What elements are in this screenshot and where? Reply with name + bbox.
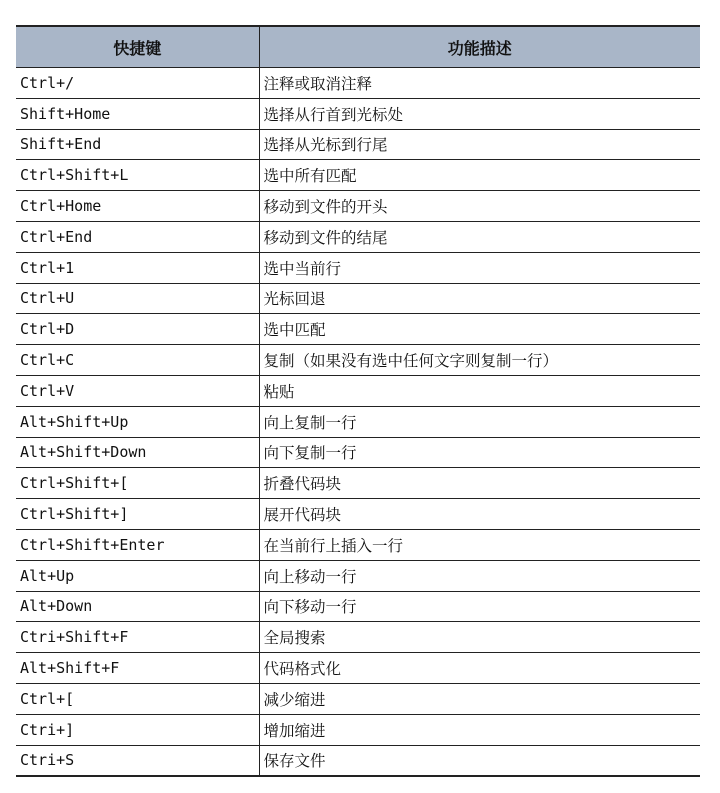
shortcut-key-cell: Shift+Home xyxy=(16,98,259,129)
shortcut-key-cell: Ctrl+1 xyxy=(16,252,259,283)
table-row xyxy=(16,68,700,99)
description-cell: 移动到文件的开头 xyxy=(259,191,700,222)
table-row xyxy=(16,129,700,160)
shortcut-key-cell: Shift+End xyxy=(16,129,259,160)
description-cell: 向下移动一行 xyxy=(259,591,700,622)
shortcut-key-cell: Ctri+Shift+F xyxy=(16,622,259,653)
description-cell: 在当前行上插入一行 xyxy=(259,529,700,560)
description-cell: 移动到文件的结尾 xyxy=(259,221,700,252)
table-row xyxy=(16,714,700,745)
table-row xyxy=(16,283,700,314)
shortcut-key-cell: Ctrl+C xyxy=(16,345,259,376)
description-cell: 粘贴 xyxy=(259,375,700,406)
table-row xyxy=(16,98,700,129)
header-row xyxy=(16,26,700,68)
shortcut-key-cell: Ctri+S xyxy=(16,745,259,776)
header-shortcut: 快捷键 xyxy=(16,26,259,68)
table-row xyxy=(16,345,700,376)
description-cell: 选中当前行 xyxy=(259,252,700,283)
shortcut-key-cell: Ctri+] xyxy=(16,714,259,745)
table-row xyxy=(16,375,700,406)
shortcut-key-cell: Ctrl+[ xyxy=(16,683,259,714)
table-row xyxy=(16,221,700,252)
description-cell: 全局搜索 xyxy=(259,622,700,653)
table-body xyxy=(16,68,700,777)
description-cell: 选中所有匹配 xyxy=(259,160,700,191)
description-cell: 向上复制一行 xyxy=(259,406,700,437)
description-cell: 选择从行首到光标处 xyxy=(259,98,700,129)
description-cell: 向上移动一行 xyxy=(259,560,700,591)
header-description: 功能描述 xyxy=(259,26,700,68)
table-row xyxy=(16,591,700,622)
shortcut-key-cell: Alt+Shift+F xyxy=(16,653,259,684)
description-cell: 注释或取消注释 xyxy=(259,68,700,99)
shortcut-key-cell: Ctrl+Shift+Enter xyxy=(16,529,259,560)
shortcut-table-container xyxy=(16,25,700,777)
table-row xyxy=(16,745,700,776)
table-row xyxy=(16,437,700,468)
description-cell: 复制（如果没有选中任何文字则复制一行） xyxy=(259,345,700,376)
shortcut-key-cell: Alt+Down xyxy=(16,591,259,622)
table-row xyxy=(16,314,700,345)
description-cell: 减少缩进 xyxy=(259,683,700,714)
description-cell: 保存文件 xyxy=(259,745,700,776)
table-row xyxy=(16,406,700,437)
shortcut-key-cell: Ctrl+V xyxy=(16,375,259,406)
description-cell: 选中匹配 xyxy=(259,314,700,345)
description-cell: 向下复制一行 xyxy=(259,437,700,468)
shortcut-key-cell: Alt+Shift+Down xyxy=(16,437,259,468)
table-row xyxy=(16,468,700,499)
shortcut-table xyxy=(16,25,700,777)
description-cell: 折叠代码块 xyxy=(259,468,700,499)
table-row xyxy=(16,622,700,653)
shortcut-key-cell: Ctrl+D xyxy=(16,314,259,345)
table-header xyxy=(16,26,700,68)
description-cell: 代码格式化 xyxy=(259,653,700,684)
description-cell: 选择从光标到行尾 xyxy=(259,129,700,160)
shortcut-key-cell: Ctrl+Shift+L xyxy=(16,160,259,191)
table-row xyxy=(16,653,700,684)
shortcut-key-cell: Ctrl+/ xyxy=(16,68,259,99)
shortcut-key-cell: Ctrl+Shift+] xyxy=(16,499,259,530)
shortcut-key-cell: Ctrl+U xyxy=(16,283,259,314)
description-cell: 展开代码块 xyxy=(259,499,700,530)
shortcut-key-cell: Alt+Shift+Up xyxy=(16,406,259,437)
description-cell: 增加缩进 xyxy=(259,714,700,745)
description-cell: 光标回退 xyxy=(259,283,700,314)
table-row xyxy=(16,529,700,560)
table-row xyxy=(16,683,700,714)
table-row xyxy=(16,499,700,530)
shortcut-key-cell: Ctrl+End xyxy=(16,221,259,252)
table-row xyxy=(16,252,700,283)
shortcut-key-cell: Ctrl+Home xyxy=(16,191,259,222)
shortcut-key-cell: Alt+Up xyxy=(16,560,259,591)
shortcut-key-cell: Ctrl+Shift+[ xyxy=(16,468,259,499)
table-row xyxy=(16,160,700,191)
table-row xyxy=(16,560,700,591)
table-row xyxy=(16,191,700,222)
